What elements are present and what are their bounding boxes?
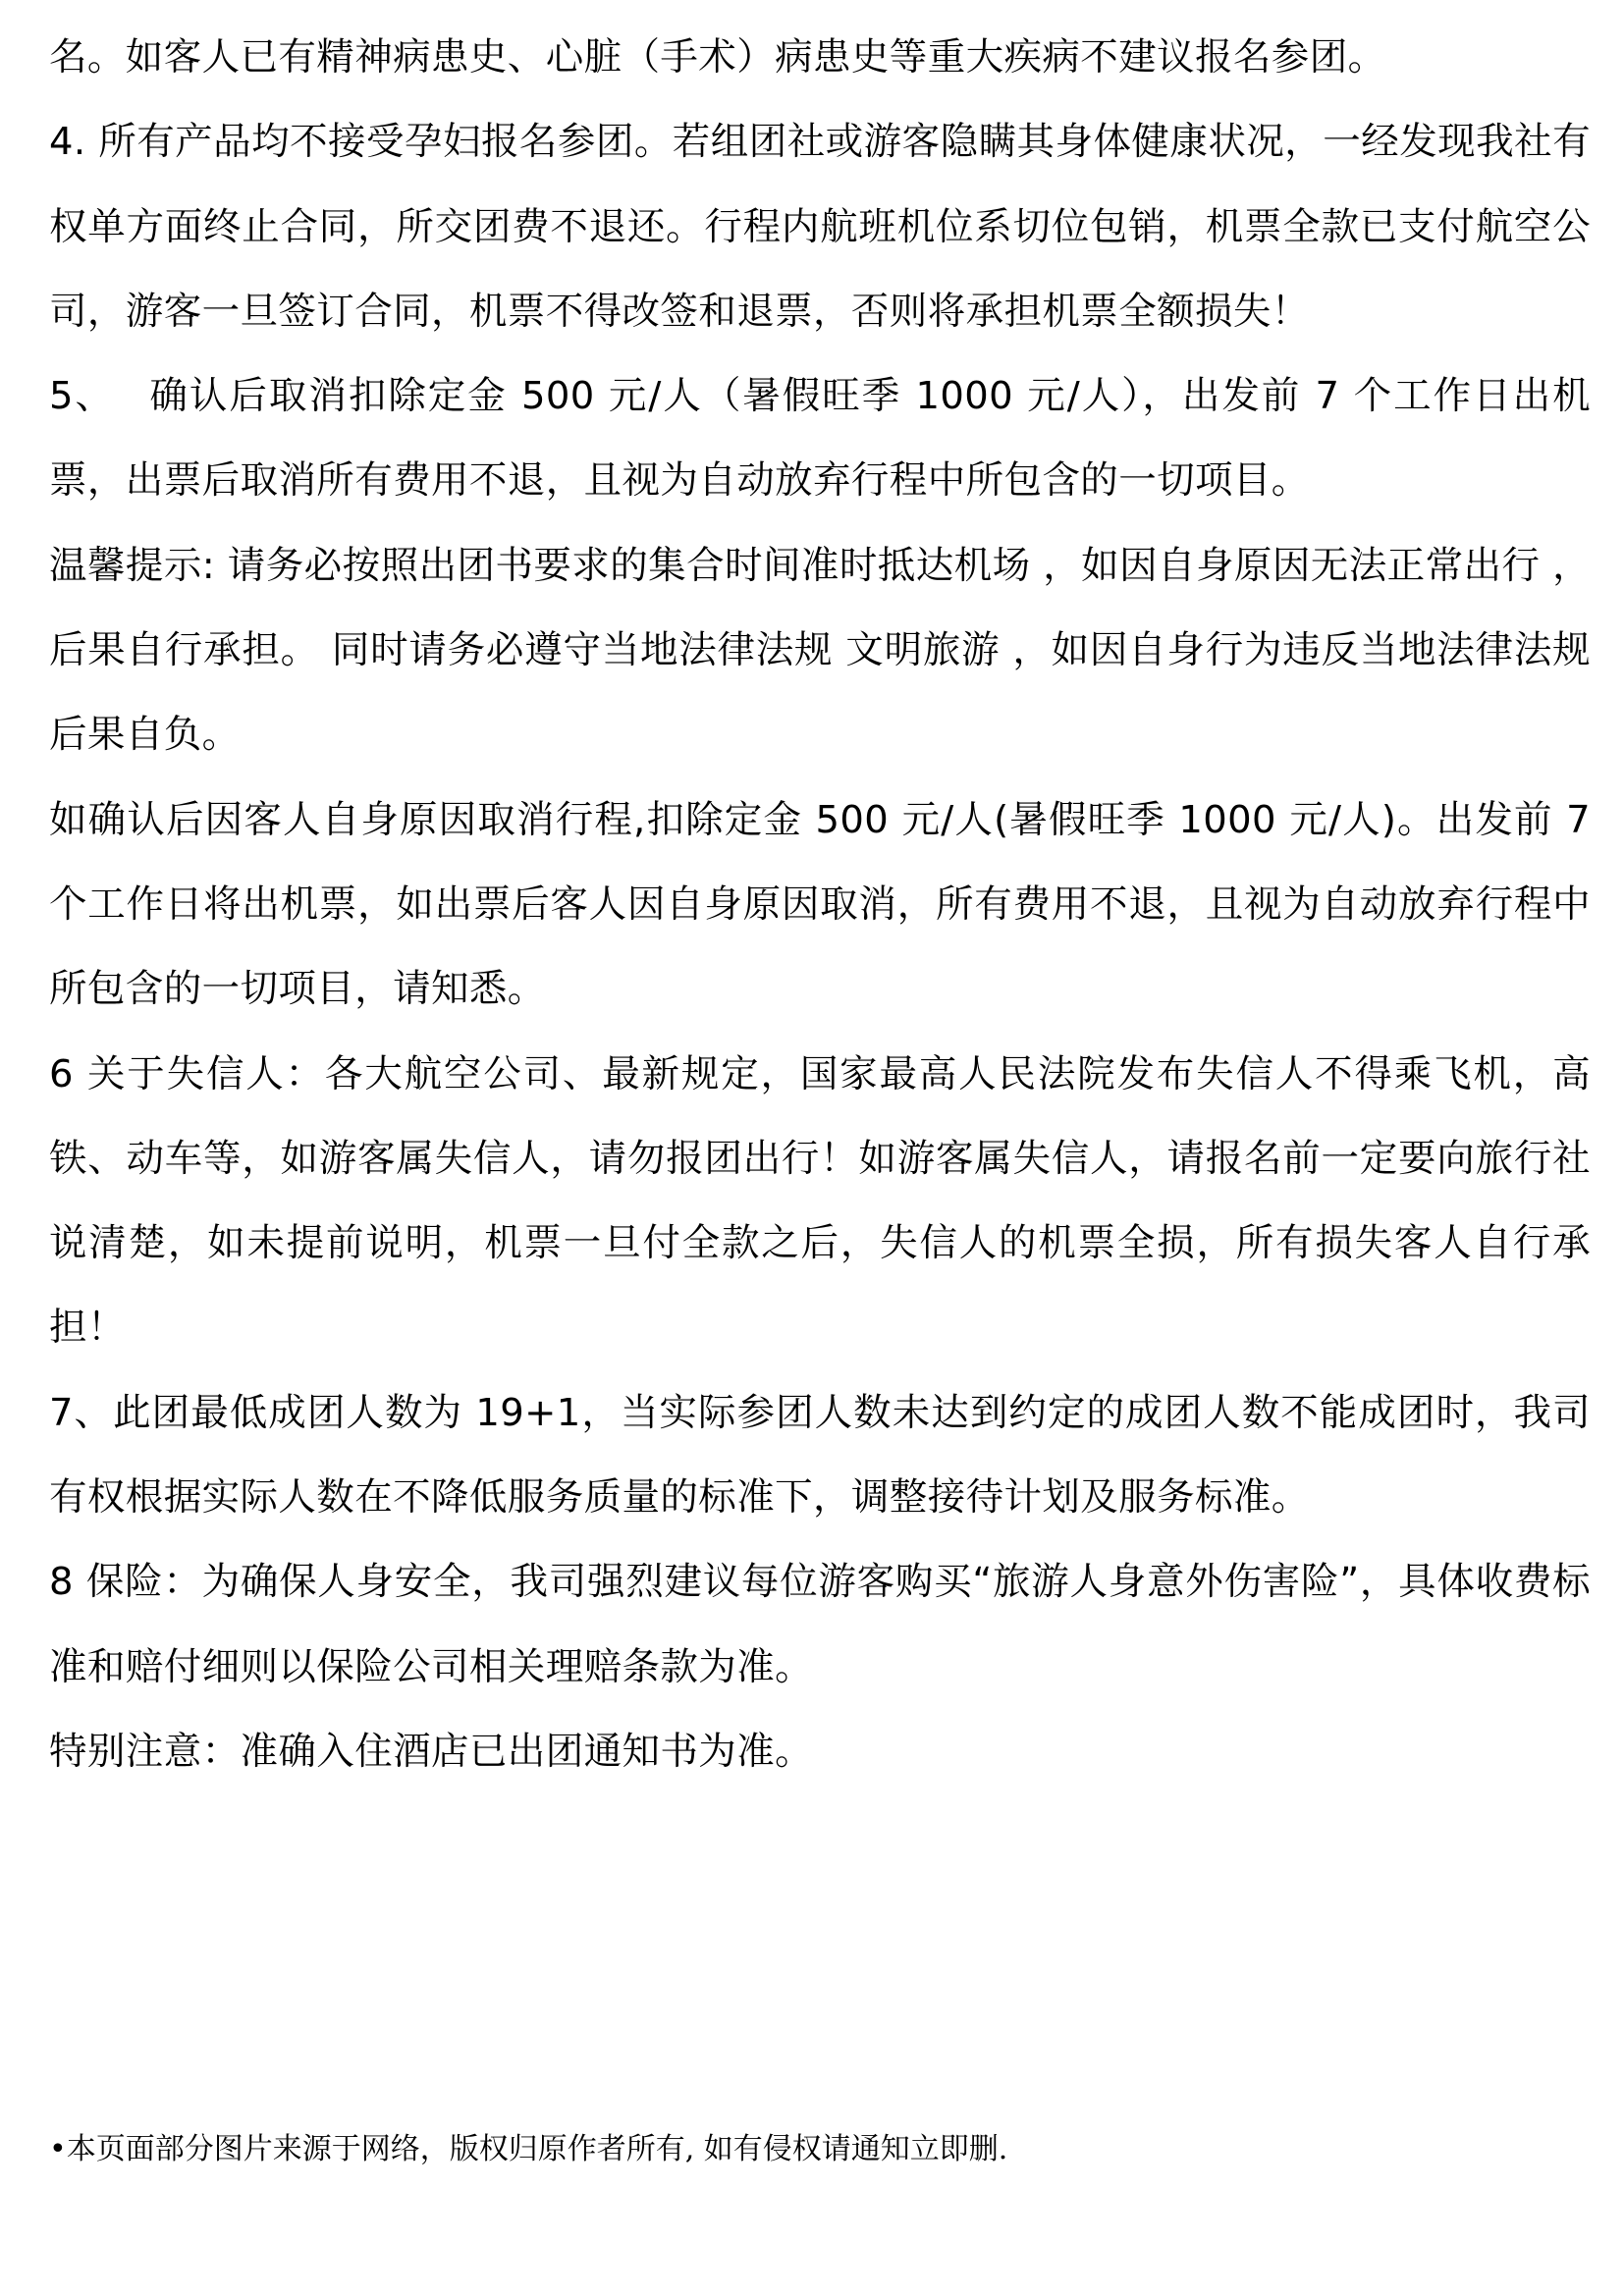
paragraph-item-6: 6 关于失信人：各大航空公司、最新规定，国家最高人民法院发布失信人不得乘飞机，高铁、动车等，如游客属失信人，请勿报团出行！如游客属失信人，请报名前一定要向旅行社说清楚，如未提前说明，机票一旦付全款之后，失信人的机票全损，所有损失客人自行承担！ bbox=[49, 1051, 1591, 1351]
paragraph-health-notice: 名。如客人已有精神病患史、心脏（手术）病患史等重大疾病不建议报名参团。 bbox=[49, 35, 1386, 80]
paragraph-special-note: 特别注意：准确入住酒店已出团通知书为准。 bbox=[49, 1729, 814, 1774]
copyright-footnote: •本页面部分图片来源于网络，版权归原作者所有, 如有侵权请通知立即删. bbox=[49, 2132, 1008, 2166]
paragraph-cancellation: 如确认后因客人自身原因取消行程,扣除定金 500 元/人(暑假旺季 1000 元/人)。出发前 7 个工作日将出机票，如出票后客人因自身原因取消，所有费用不退，且视为自动放弃行程中所包含的一切项目，请知悉。 bbox=[49, 797, 1591, 1012]
notice-text bbox=[49, 16, 1591, 1794]
paragraph-item-8: 8 保险：为确保人身安全，我司强烈建议每位游客购买“旅游人身意外伤害险”，具体收费标准和赔付细则以保险公司相关理赔条款为准。 bbox=[49, 1560, 1591, 1689]
paragraph-item-4: 4. 所有产品均不接受孕妇报名参团。若组团社或游客隐瞒其身体健康状况，一经发现我社有权单方面终止合同，所交团费不退还。行程内航班机位系切位包销，机票全款已支付航空公司，游客一旦签订合同，机票不得改签和退票，否则将承担机票全额损失！ bbox=[49, 120, 1591, 334]
paragraph-item-5: 5、 确认后取消扣除定金 500 元/人（暑假旺季 1000 元/人），出发前 7 个工作日出机票，出票后取消所有费用不退，且视为自动放弃行程中所包含的一切项目。 bbox=[49, 374, 1591, 504]
paragraph-warm-tips: 温馨提示: 请务必按照出团书要求的集合时间准时抵达机场 ，如因自身原因无法正常出行 ，后果自行承担。 同时请务必遵守当地法律法规 文明旅游 ，如因自身行为违反当地法律法规后果自负。 bbox=[49, 543, 1591, 758]
paragraph-item-7: 7、此团最低成团人数为 19+1，当实际参团人数未达到约定的成团人数不能成团时，我司有权根据实际人数在不降低服务质量的标准下，调整接待计划及服务标准。 bbox=[49, 1390, 1591, 1521]
